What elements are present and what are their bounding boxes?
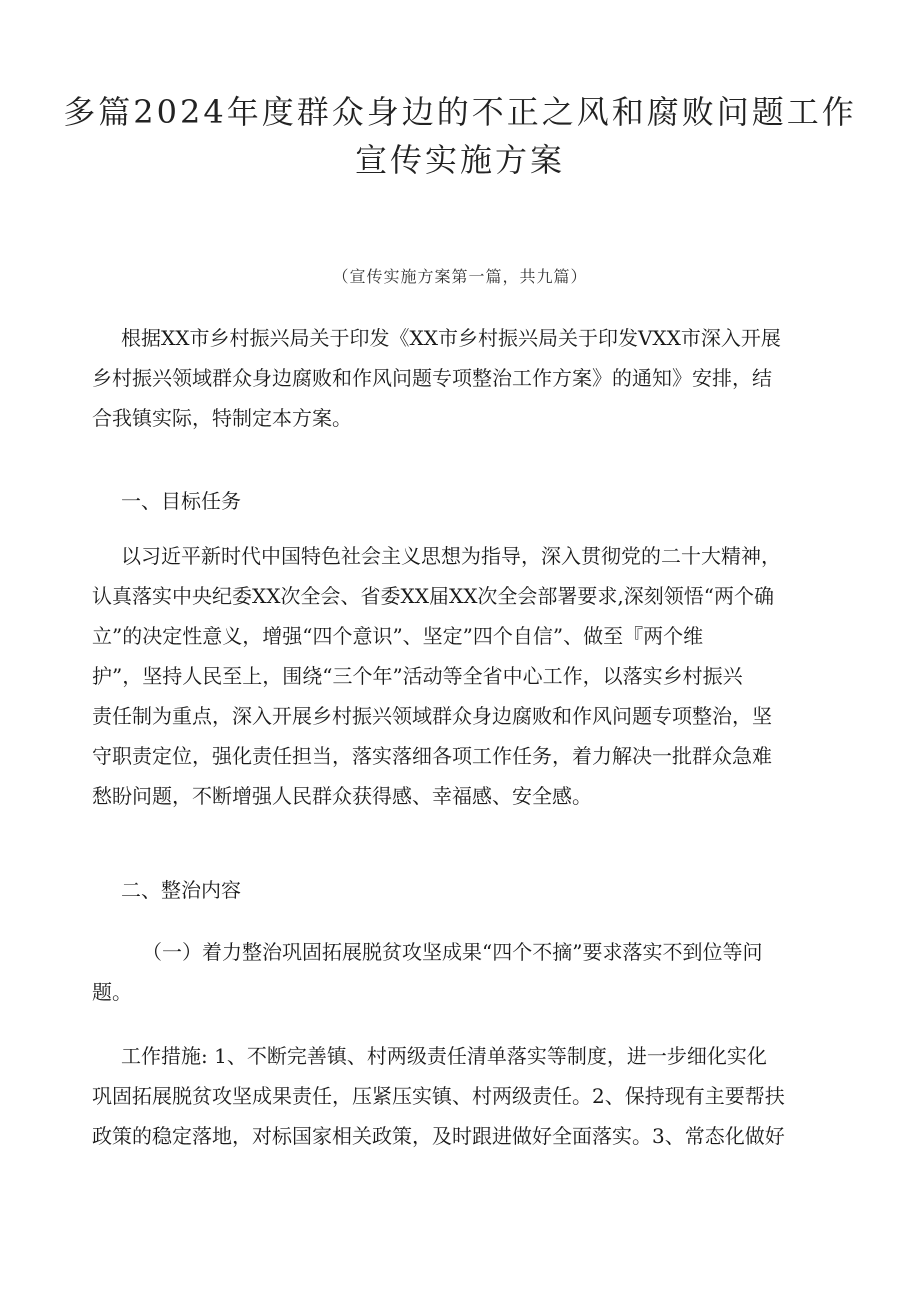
section1-line: 以习近平新时代中国特色社会主义思想为指导，深入贯彻党的二十大精神，: [121, 544, 781, 568]
section2-subsection1: [92, 932, 866, 1012]
section1-line: 认真落实中央纪委XX次全会、省委XX届XX次全会部署要求,深刻领悟“两个确: [92, 584, 775, 608]
section1-paragraph: [92, 536, 866, 816]
section2-measures-paragraph: [92, 1036, 866, 1156]
document-title-line2: 宣传实施方案: [354, 141, 565, 179]
document-title-line1: 多篇2024年度群众身边的不正之风和腐败问题工作: [63, 93, 857, 131]
section1-line: 护”，坚持人民至上，围绕“三个年”活动等全省中心工作，以落实乡村振兴: [92, 664, 743, 688]
section1-line: 立”的决定性意义，增强“四个意识”、坚定”四个自信”、做至『两个维: [92, 624, 704, 648]
intro-line: 乡村振兴领域群众身边腐败和作风问题专项整治工作方案》的通知》安排，结: [92, 366, 772, 390]
section1-line: 责任制为重点，深入开展乡村振兴领域群众身边腐败和作风问题专项整治，坚: [92, 704, 772, 728]
measures-line: 工作措施: 1、不断完善镇、村两级责任清单落实等制度，进一步细化实化: [121, 1044, 767, 1068]
section1-line: 愁盼问题，不断增强人民群众获得感、幸福感、安全感。: [92, 784, 592, 808]
document-subtitle: （宣传实施方案第一篇，共九篇）: [332, 267, 588, 286]
measures-line: 政策的稳定落地，对标国家相关政策，及时跟进做好全面落实。3、常态化做好: [92, 1124, 785, 1148]
section2-heading: 二、整治内容: [121, 878, 241, 902]
intro-line: 根据XX市乡村振兴局关于印发《XX市乡村振兴局关于印发VXX市深入开展: [121, 326, 781, 350]
section1-heading: 一、目标任务: [121, 489, 241, 513]
intro-line: 合我镇实际，特制定本方案。: [92, 406, 352, 430]
intro-paragraph: [92, 318, 866, 438]
measures-line: 巩固拓展脱贫攻坚成果责任，压紧压实镇、村两级责任。2、保持现有主要帮扶: [92, 1084, 785, 1108]
section2-sub-line: 题。: [92, 980, 132, 1004]
section2-sub-line: （一）着力整治巩固拓展脱贫攻坚成果“四个不摘”要求落实不到位等问: [142, 940, 763, 964]
section1-line: 守职责定位，强化责任担当，落实落细各项工作任务，着力解决一批群众急难: [92, 744, 772, 768]
